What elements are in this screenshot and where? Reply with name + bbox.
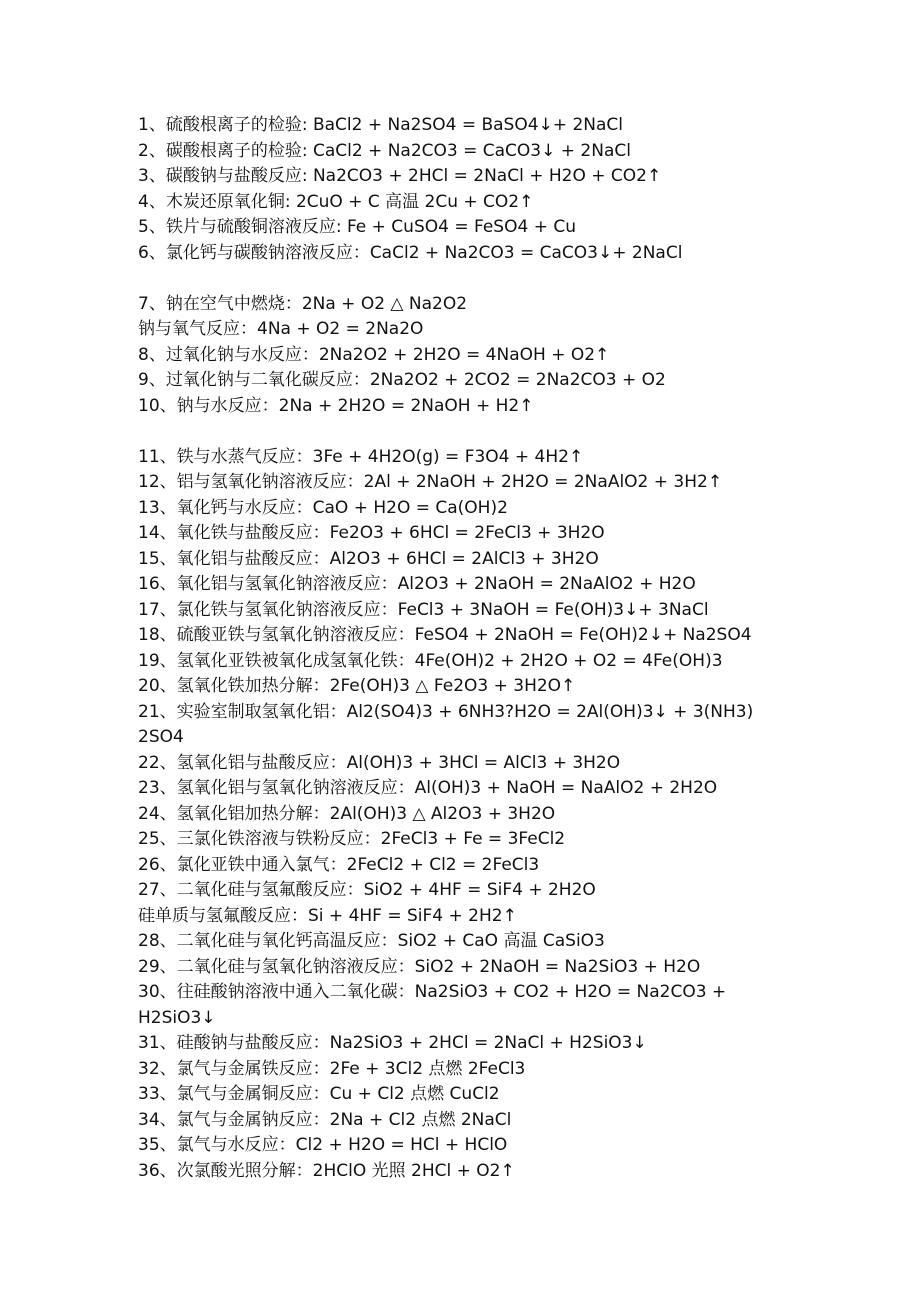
equation-line-9: 9、过氧化钠与二氧化碳反应：2Na2O2 + 2CO2 = 2Na2CO3 + O2	[138, 370, 666, 390]
equation-line-15: 15、氧化铝与盐酸反应：Al2O3 + 6HCl = 2AlCl3 + 3H2O	[138, 548, 599, 569]
equation-line-29: 29、二氧化硅与氢氧化钠溶液反应：SiO2 + 2NaOH = Na2SiO3 + H2O	[138, 956, 701, 977]
equation-line-32: 32、氯气与金属铁反应：2Fe + 3Cl2 点燃 2FeCl3	[138, 1058, 526, 1079]
equation-line-13: 13、氧化钙与水反应：CaO + H2O = Ca(OH)2	[138, 497, 508, 518]
equation-line-7b: 钠与氧气反应：4Na + O2 = 2Na2O	[138, 319, 424, 339]
equation-line-25: 25、三氯化铁溶液与铁粉反应：2FeCl3 + Fe = 3FeCl2	[138, 829, 566, 849]
equation-line-31: 31、硅酸钠与盐酸反应：Na2SiO3 + 2HCl = 2NaCl + H2SiO3↓	[138, 1033, 647, 1053]
equation-line-20: 20、氢氧化铁加热分解：2Fe(OH)3 △ Fe2O3 + 3H2O↑	[138, 676, 576, 696]
equation-line-14: 14、氧化铁与盐酸反应：Fe2O3 + 6HCl = 2FeCl3 + 3H2O	[138, 523, 605, 543]
equation-line-10: 10、钠与水反应：2Na + 2H2O = 2NaOH + H2↑	[138, 395, 534, 416]
equation-line-19: 19、氢氧化亚铁被氧化成氢氧化铁：4Fe(OH)2 + 2H2O + O2 = 4Fe(OH)3	[138, 650, 723, 671]
equation-line-21-cont: 2SO4	[138, 727, 184, 747]
equation-line-26: 26、氯化亚铁中通入氯气：2FeCl2 + Cl2 = 2FeCl3	[138, 854, 540, 875]
equation-line-18: 18、硫酸亚铁与氢氧化钠溶液反应：FeSO4 + 2NaOH = Fe(OH)2↓+ Na2SO4	[138, 625, 752, 645]
equation-line-22: 22、氢氧化铝与盐酸反应：Al(OH)3 + 3HCl = AlCl3 + 3H2O	[138, 752, 621, 773]
equation-line-6: 6、氯化钙与碳酸钠溶液反应：CaCl2 + Na2CO3 = CaCO3↓+ 2NaCl	[138, 242, 683, 263]
equation-line-30-cont: H2SiO3↓	[138, 1007, 216, 1028]
equation-line-33: 33、氯气与金属铜反应：Cu + Cl2 点燃 CuCl2	[138, 1084, 500, 1104]
equation-line-2: 2、碳酸根离子的检验: CaCl2 + Na2CO3 = CaCO3↓ + 2NaCl	[138, 140, 631, 161]
equation-line-34: 34、氯气与金属钠反应：2Na + Cl2 点燃 2NaCl	[138, 1109, 512, 1130]
equation-line-11: 11、铁与水蒸气反应：3Fe + 4H2O(g) = F3O4 + 4H2↑	[138, 446, 584, 467]
equation-line-8: 8、过氧化钠与水反应：2Na2O2 + 2H2O = 4NaOH + O2↑	[138, 344, 610, 365]
equation-line-7: 7、钠在空气中燃烧：2Na + O2 △ Na2O2	[138, 293, 468, 314]
equation-line-36: 36、次氯酸光照分解：2HClO 光照 2HCl + O2↑	[138, 1160, 515, 1181]
equation-line-24: 24、氢氧化铝加热分解：2Al(OH)3 △ Al2O3 + 3H2O	[138, 803, 556, 824]
equation-line-27: 27、二氧化硅与氢氟酸反应：SiO2 + 4HF = SiF4 + 2H2O	[138, 880, 596, 900]
equation-line-16: 16、氧化铝与氢氧化钠溶液反应：Al2O3 + 2NaOH = 2NaAlO2 + H2O	[138, 574, 696, 594]
section-gap	[138, 419, 778, 445]
equation-line-1: 1、硫酸根离子的检验: BaCl2 + Na2SO4 = BaSO4↓+ 2NaCl	[138, 115, 623, 135]
equation-line-23: 23、氢氧化铝与氢氧化钠溶液反应：Al(OH)3 + NaOH = NaAlO2 + 2H2O	[138, 778, 718, 798]
equation-line-4: 4、木炭还原氧化铜: 2CuO + C 高温 2Cu + CO2↑	[138, 191, 534, 212]
equation-line-3: 3、碳酸钠与盐酸反应: Na2CO3 + 2HCl = 2NaCl + H2O + CO2↑	[138, 166, 662, 186]
section-gap	[138, 266, 778, 292]
equation-line-28: 28、二氧化硅与氧化钙高温反应：SiO2 + CaO 高温 CaSiO3	[138, 931, 605, 951]
equation-line-12: 12、铝与氢氧化钠溶液反应：2Al + 2NaOH + 2H2O = 2NaAlO2 + 3H2↑	[138, 472, 723, 492]
equation-line-35: 35、氯气与水反应：Cl2 + H2O = HCl + HClO	[138, 1135, 508, 1155]
equation-list	[138, 113, 778, 1184]
equation-line-27b: 硅单质与氢氟酸反应：Si + 4HF = SiF4 + 2H2↑	[138, 905, 517, 926]
equation-line-17: 17、氯化铁与氢氧化钠溶液反应：FeCl3 + 3NaOH = Fe(OH)3↓+ 3NaCl	[138, 599, 709, 620]
equation-line-30: 30、往硅酸钠溶液中通入二氧化碳：Na2SiO3 + CO2 + H2O = Na2CO3 +	[138, 982, 727, 1002]
equation-line-21: 21、实验室制取氢氧化铝：Al2(SO4)3 + 6NH3?H2O = 2Al(OH)3↓ + 3(NH3)	[138, 701, 754, 722]
equation-line-5: 5、铁片与硫酸铜溶液反应: Fe + CuSO4 = FeSO4 + Cu	[138, 217, 576, 237]
